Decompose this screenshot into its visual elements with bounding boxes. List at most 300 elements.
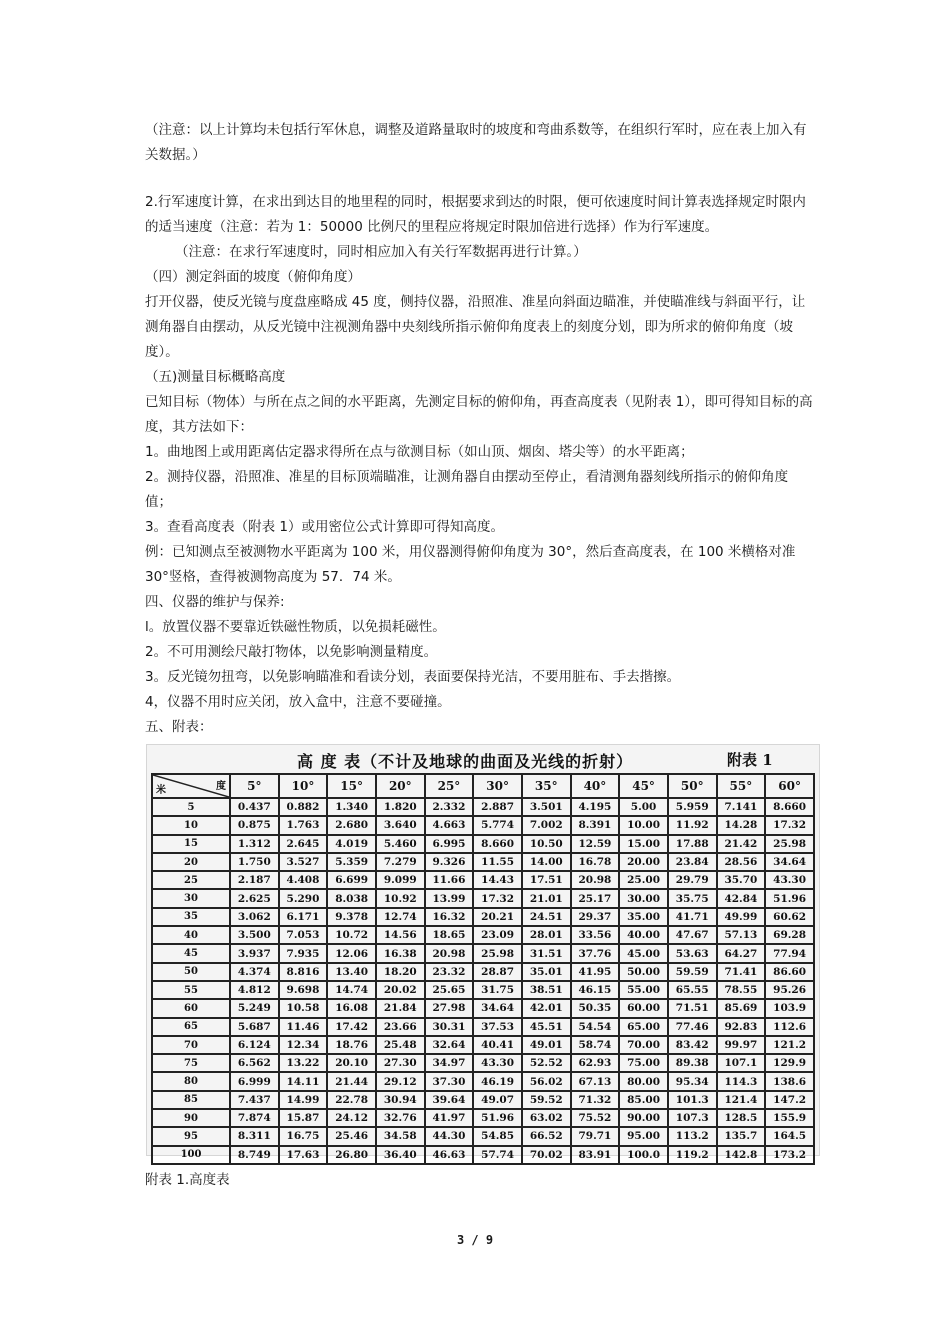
table-cell: 4.663 (425, 816, 474, 834)
column-header: 25° (425, 774, 474, 798)
table-cell: 40.41 (473, 1036, 522, 1054)
table-cell: 25.65 (425, 981, 474, 999)
table-cell: 25.98 (765, 835, 814, 853)
row-header-distance: 60 (152, 999, 230, 1017)
section-heading: （四）测定斜面的坡度（俯仰角度） (145, 269, 361, 285)
table-cell: 21.84 (376, 999, 425, 1017)
table-cell: 22.78 (327, 1091, 376, 1109)
table-cell: 29.79 (668, 871, 717, 889)
table-cell: 29.37 (571, 908, 620, 926)
table-row (152, 999, 814, 1017)
table-cell: 14.11 (279, 1072, 328, 1090)
table-cell: 17.32 (765, 816, 814, 834)
table-cell: 142.8 (717, 1146, 766, 1164)
table-row (152, 944, 814, 962)
table-cell: 15.00 (619, 835, 668, 853)
table-cell: 2.625 (230, 889, 279, 907)
table-cell: 42.01 (522, 999, 571, 1017)
table-cell: 4.374 (230, 963, 279, 981)
table-cell: 45.51 (522, 1018, 571, 1036)
table-cell: 50.35 (571, 999, 620, 1017)
table-cell: 85.00 (619, 1091, 668, 1109)
table-row (152, 1018, 814, 1036)
section-heading: 四、仪器的维护与保养: (145, 594, 285, 610)
corner-cell (152, 774, 230, 798)
table-row (152, 835, 814, 853)
table-cell: 12.06 (327, 944, 376, 962)
table-cell: 14.99 (279, 1091, 328, 1109)
row-header-distance: 45 (152, 944, 230, 962)
column-header: 40° (571, 774, 620, 798)
table-row (152, 1054, 814, 1072)
table-cell: 23.66 (376, 1018, 425, 1036)
table-cell: 40.00 (619, 926, 668, 944)
table-row (152, 1109, 814, 1127)
table-cell: 1.763 (279, 816, 328, 834)
table-cell: 10.72 (327, 926, 376, 944)
table-cell: 8.311 (230, 1127, 279, 1145)
table-caption: 附表 1.高度表 (145, 1172, 230, 1188)
table-cell: 34.64 (473, 999, 522, 1017)
table-cell: 71.41 (717, 963, 766, 981)
table-cell: 58.74 (571, 1036, 620, 1054)
table-cell: 4.195 (571, 798, 620, 816)
table-cell: 34.97 (425, 1054, 474, 1072)
column-header: 55° (717, 774, 766, 798)
table-cell: 28.56 (717, 853, 766, 871)
table-cell: 0.882 (279, 798, 328, 816)
table-cell: 135.7 (717, 1127, 766, 1145)
table-cell: 37.76 (571, 944, 620, 962)
table-cell: 71.51 (668, 999, 717, 1017)
list-item: 4，仪器不用时应关闭，放入盒中，注意不要碰撞。 (145, 694, 451, 710)
table-cell: 13.22 (279, 1054, 328, 1072)
table-cell: 121.4 (717, 1091, 766, 1109)
table-cell: 34.58 (376, 1127, 425, 1145)
list-item: 1。曲地图上或用距离估定器求得所在点与欲测目标（如山顶、烟囱、塔尖等）的水平距离； (145, 444, 694, 460)
table-cell: 9.326 (425, 853, 474, 871)
table-cell: 46.19 (473, 1072, 522, 1090)
table-cell: 6.562 (230, 1054, 279, 1072)
table-cell: 95.26 (765, 981, 814, 999)
table-cell: 32.64 (425, 1036, 474, 1054)
column-header: 45° (619, 774, 668, 798)
table-cell: 11.55 (473, 853, 522, 871)
table-cell: 10.50 (522, 835, 571, 853)
table-cell: 35.75 (668, 889, 717, 907)
table-cell: 57.74 (473, 1146, 522, 1164)
table-cell: 85.69 (717, 999, 766, 1017)
row-header-distance: 10 (152, 816, 230, 834)
table-cell: 83.91 (571, 1146, 620, 1164)
table-cell: 2.887 (473, 798, 522, 816)
table-cell: 60.00 (619, 999, 668, 1017)
table-cell: 16.75 (279, 1127, 328, 1145)
table-cell: 17.51 (522, 871, 571, 889)
table-row (152, 1146, 814, 1164)
table-cell: 107.3 (668, 1109, 717, 1127)
row-header-distance: 90 (152, 1109, 230, 1127)
table-cell: 119.2 (668, 1146, 717, 1164)
height-table (151, 773, 815, 1165)
table-cell: 41.97 (425, 1109, 474, 1127)
table-cell: 33.56 (571, 926, 620, 944)
table-tag: 附表 1 (727, 751, 773, 769)
table-cell: 31.75 (473, 981, 522, 999)
table-cell: 17.42 (327, 1018, 376, 1036)
table-cell: 21.42 (717, 835, 766, 853)
table-cell: 5.00 (619, 798, 668, 816)
table-cell: 7.279 (376, 853, 425, 871)
table-cell: 10.58 (279, 999, 328, 1017)
table-cell: 0.437 (230, 798, 279, 816)
table-cell: 27.30 (376, 1054, 425, 1072)
table-cell: 2.187 (230, 871, 279, 889)
section-heading: 五、附表： (145, 719, 213, 735)
table-cell: 5.290 (279, 889, 328, 907)
row-header-distance: 65 (152, 1018, 230, 1036)
table-cell: 25.00 (619, 871, 668, 889)
table-cell: 46.63 (425, 1146, 474, 1164)
table-cell: 65.55 (668, 981, 717, 999)
table-cell: 34.64 (765, 853, 814, 871)
table-cell: 66.52 (522, 1127, 571, 1145)
table-cell: 20.02 (376, 981, 425, 999)
table-cell: 35.70 (717, 871, 766, 889)
table-cell: 38.51 (522, 981, 571, 999)
table-cell: 5.460 (376, 835, 425, 853)
table-header-row (152, 774, 814, 798)
list-item: 2。测持仪器，沿照准、准星的目标顶端瞄准，让测角器自由摆动至停止，看清测角器刻线所指示的俯仰角度值； (145, 469, 789, 510)
table-cell: 56.02 (522, 1072, 571, 1090)
table-cell: 13.40 (327, 963, 376, 981)
table-cell: 71.32 (571, 1091, 620, 1109)
table-cell: 78.55 (717, 981, 766, 999)
table-cell: 14.74 (327, 981, 376, 999)
table-cell: 49.01 (522, 1036, 571, 1054)
list-item: l。放置仪器不要靠近铁磁性物质，以免损耗磁性。 (145, 619, 446, 635)
table-cell: 107.1 (717, 1054, 766, 1072)
table-cell: 7.437 (230, 1091, 279, 1109)
paragraph: 例：已知测点至被测物水平距离为 100 米，用仪器测得俯仰角度为 30°，然后查高度表，在 100 米横格对准 30°竖格，查得被测物高度为 57．74 米。 (145, 544, 800, 585)
table-cell: 3.500 (230, 926, 279, 944)
table-cell: 60.62 (765, 908, 814, 926)
table-row (152, 1036, 814, 1054)
table-row (152, 1091, 814, 1109)
table-cell: 41.95 (571, 963, 620, 981)
table-cell: 17.63 (279, 1146, 328, 1164)
table-cell: 14.43 (473, 871, 522, 889)
table-cell: 77.46 (668, 1018, 717, 1036)
table-cell: 26.80 (327, 1146, 376, 1164)
table-cell: 59.52 (522, 1091, 571, 1109)
table-cell: 2.680 (327, 816, 376, 834)
table-cell: 39.64 (425, 1091, 474, 1109)
row-header-distance: 75 (152, 1054, 230, 1072)
table-cell: 30.31 (425, 1018, 474, 1036)
paragraph: （注意：在求行军速度时，同时相应加入有关行军数据再进行计算。） (175, 244, 587, 260)
table-cell: 1.820 (376, 798, 425, 816)
table-cell: 20.98 (425, 944, 474, 962)
table-cell: 37.30 (425, 1072, 474, 1090)
row-header-distance: 15 (152, 835, 230, 853)
table-cell: 113.2 (668, 1127, 717, 1145)
table-cell: 95.00 (619, 1127, 668, 1145)
table-cell: 112.6 (765, 1018, 814, 1036)
table-cell: 16.32 (425, 908, 474, 926)
table-cell: 16.08 (327, 999, 376, 1017)
table-cell: 100.0 (619, 1146, 668, 1164)
table-cell: 147.2 (765, 1091, 814, 1109)
table-cell: 6.999 (230, 1072, 279, 1090)
table-title: 高 度 表（不计及地球的曲面及光线的折射） (297, 752, 634, 771)
table-cell: 138.6 (765, 1072, 814, 1090)
table-cell: 67.13 (571, 1072, 620, 1090)
table-cell: 80.00 (619, 1072, 668, 1090)
table-cell: 50.00 (619, 963, 668, 981)
table-cell: 14.28 (717, 816, 766, 834)
table-cell: 64.27 (717, 944, 766, 962)
table-cell: 12.59 (571, 835, 620, 853)
table-row (152, 816, 814, 834)
table-cell: 24.12 (327, 1109, 376, 1127)
paragraph: 打开仪器，使反光镜与度盘座略成 45 度，侧持仪器，沿照准、准星向斜面边瞄准，并使瞄准线与斜面平行，让测角器自由摆动，从反光镜中注视测角器中央刻线所指示俯仰角度表上的刻度分划，即为所求的俯仰角度（坡度）。 (145, 294, 806, 360)
table-cell: 5.774 (473, 816, 522, 834)
row-header-distance: 70 (152, 1036, 230, 1054)
table-row (152, 981, 814, 999)
row-header-distance: 5 (152, 798, 230, 816)
table-cell: 57.13 (717, 926, 766, 944)
table-cell: 25.17 (571, 889, 620, 907)
table-cell: 6.171 (279, 908, 328, 926)
table-cell: 43.30 (765, 871, 814, 889)
table-cell: 5.959 (668, 798, 717, 816)
table-cell: 7.874 (230, 1109, 279, 1127)
table-cell: 90.00 (619, 1109, 668, 1127)
table-cell: 3.062 (230, 908, 279, 926)
table-cell: 121.2 (765, 1036, 814, 1054)
table-cell: 52.52 (522, 1054, 571, 1072)
table-cell: 9.099 (376, 871, 425, 889)
table-cell: 55.00 (619, 981, 668, 999)
table-cell: 63.02 (522, 1109, 571, 1127)
table-row (152, 853, 814, 871)
table-cell: 23.32 (425, 963, 474, 981)
table-cell: 4.408 (279, 871, 328, 889)
table-row (152, 889, 814, 907)
table-cell: 69.28 (765, 926, 814, 944)
table-cell: 6.699 (327, 871, 376, 889)
table-title-row (147, 749, 819, 773)
table-cell: 35.01 (522, 963, 571, 981)
table-cell: 11.66 (425, 871, 474, 889)
table-cell: 8.816 (279, 963, 328, 981)
table-cell: 129.9 (765, 1054, 814, 1072)
table-cell: 51.96 (765, 889, 814, 907)
table-cell: 4.019 (327, 835, 376, 853)
table-cell: 25.98 (473, 944, 522, 962)
table-cell: 11.92 (668, 816, 717, 834)
table-cell: 77.94 (765, 944, 814, 962)
list-item: 3。反光镜勿扭弯，以免影响瞄准和看读分划，表面要保持光洁，不要用脏布、手去揩擦。 (145, 669, 681, 685)
table-cell: 70.00 (619, 1036, 668, 1054)
table-row (152, 963, 814, 981)
table-cell: 1.750 (230, 853, 279, 871)
list-item: 2。不可用测绘尺敲打物体，以免影响测量精度。 (145, 644, 438, 660)
table-cell: 20.10 (327, 1054, 376, 1072)
table-cell: 47.67 (668, 926, 717, 944)
column-header: 15° (327, 774, 376, 798)
corner-label-degrees: 度 (216, 781, 226, 792)
page-number: 3 / 9 (456, 1233, 494, 1247)
table-cell: 173.2 (765, 1146, 814, 1164)
corner-label-meters: 米 (156, 785, 166, 796)
table-cell: 18.20 (376, 963, 425, 981)
table-cell: 7.935 (279, 944, 328, 962)
table-cell: 89.38 (668, 1054, 717, 1072)
table-cell: 92.83 (717, 1018, 766, 1036)
table-cell: 54.54 (571, 1018, 620, 1036)
table-row (152, 926, 814, 944)
table-cell: 37.53 (473, 1018, 522, 1036)
column-header: 30° (473, 774, 522, 798)
table-cell: 17.88 (668, 835, 717, 853)
table-cell: 10.00 (619, 816, 668, 834)
table-body (152, 798, 814, 1164)
table-cell: 1.340 (327, 798, 376, 816)
table-cell: 49.07 (473, 1091, 522, 1109)
table-cell: 7.141 (717, 798, 766, 816)
paragraph: 已知目标（物体）与所在点之间的水平距离，先测定目标的俯仰角，再查高度表（见附表 1），即可得知目标的高度，其方法如下： (145, 394, 813, 435)
table-cell: 75.00 (619, 1054, 668, 1072)
table-cell: 12.74 (376, 908, 425, 926)
table-cell: 5.359 (327, 853, 376, 871)
table-cell: 103.9 (765, 999, 814, 1017)
table-cell: 7.053 (279, 926, 328, 944)
section-heading: （五)测量目标概略高度 (145, 369, 286, 385)
table-cell: 128.5 (717, 1109, 766, 1127)
table-cell: 21.01 (522, 889, 571, 907)
table-row (152, 798, 814, 816)
table-cell: 53.63 (668, 944, 717, 962)
table-cell: 9.378 (327, 908, 376, 926)
column-header: 60° (765, 774, 814, 798)
height-table-figure (146, 744, 820, 1161)
table-cell: 43.30 (473, 1054, 522, 1072)
table-cell: 75.52 (571, 1109, 620, 1127)
table-cell: 25.46 (327, 1127, 376, 1145)
table-cell: 8.660 (765, 798, 814, 816)
table-cell: 23.84 (668, 853, 717, 871)
table-cell: 8.749 (230, 1146, 279, 1164)
column-header: 20° (376, 774, 425, 798)
table-cell: 65.00 (619, 1018, 668, 1036)
table-cell: 20.21 (473, 908, 522, 926)
table-cell: 0.875 (230, 816, 279, 834)
table-cell: 1.312 (230, 835, 279, 853)
document-body (145, 118, 815, 740)
table-cell: 10.92 (376, 889, 425, 907)
table-cell: 83.42 (668, 1036, 717, 1054)
table-cell: 23.09 (473, 926, 522, 944)
table-cell: 17.32 (473, 889, 522, 907)
table-cell: 8.391 (571, 816, 620, 834)
row-header-distance: 30 (152, 889, 230, 907)
table-cell: 6.995 (425, 835, 474, 853)
table-cell: 2.645 (279, 835, 328, 853)
table-cell: 30.00 (619, 889, 668, 907)
column-header: 35° (522, 774, 571, 798)
table-cell: 42.84 (717, 889, 766, 907)
table-cell: 35.00 (619, 908, 668, 926)
row-header-distance: 35 (152, 908, 230, 926)
table-cell: 3.937 (230, 944, 279, 962)
table-cell: 20.98 (571, 871, 620, 889)
table-cell: 24.51 (522, 908, 571, 926)
column-header: 10° (279, 774, 328, 798)
table-cell: 101.3 (668, 1091, 717, 1109)
row-header-distance: 40 (152, 926, 230, 944)
table-cell: 20.00 (619, 853, 668, 871)
table-cell: 18.65 (425, 926, 474, 944)
table-cell: 28.87 (473, 963, 522, 981)
table-cell: 155.9 (765, 1109, 814, 1127)
table-cell: 86.60 (765, 963, 814, 981)
paragraph: （注意：以上计算均未包括行军休息，调整及道路量取时的坡度和弯曲系数等，在组织行军时，应在表上加入有关数据。） (145, 122, 807, 163)
table-cell: 41.71 (668, 908, 717, 926)
table-cell: 45.00 (619, 944, 668, 962)
table-cell: 46.15 (571, 981, 620, 999)
column-header: 50° (668, 774, 717, 798)
row-header-distance: 50 (152, 963, 230, 981)
table-cell: 30.94 (376, 1091, 425, 1109)
row-header-distance: 85 (152, 1091, 230, 1109)
table-cell: 70.02 (522, 1146, 571, 1164)
table-cell: 11.46 (279, 1018, 328, 1036)
table-row (152, 1072, 814, 1090)
row-header-distance: 95 (152, 1127, 230, 1145)
table-row (152, 1127, 814, 1145)
table-cell: 59.59 (668, 963, 717, 981)
table-cell: 3.640 (376, 816, 425, 834)
table-row (152, 908, 814, 926)
table-cell: 28.01 (522, 926, 571, 944)
table-cell: 25.48 (376, 1036, 425, 1054)
table-cell: 3.501 (522, 798, 571, 816)
table-cell: 31.51 (522, 944, 571, 962)
row-header-distance: 100 (152, 1146, 230, 1164)
table-cell: 32.76 (376, 1109, 425, 1127)
table-cell: 5.687 (230, 1018, 279, 1036)
table-cell: 12.34 (279, 1036, 328, 1054)
table-cell: 21.44 (327, 1072, 376, 1090)
table-cell: 44.30 (425, 1127, 474, 1145)
table-cell: 49.99 (717, 908, 766, 926)
table-cell: 14.56 (376, 926, 425, 944)
table-cell: 9.698 (279, 981, 328, 999)
table-cell: 29.12 (376, 1072, 425, 1090)
table-cell: 3.527 (279, 853, 328, 871)
table-cell: 95.34 (668, 1072, 717, 1090)
table-cell: 5.249 (230, 999, 279, 1017)
table-cell: 16.38 (376, 944, 425, 962)
table-cell: 54.85 (473, 1127, 522, 1145)
table-cell: 114.3 (717, 1072, 766, 1090)
row-header-distance: 80 (152, 1072, 230, 1090)
table-row (152, 871, 814, 889)
table-cell: 36.40 (376, 1146, 425, 1164)
table-cell: 16.78 (571, 853, 620, 871)
